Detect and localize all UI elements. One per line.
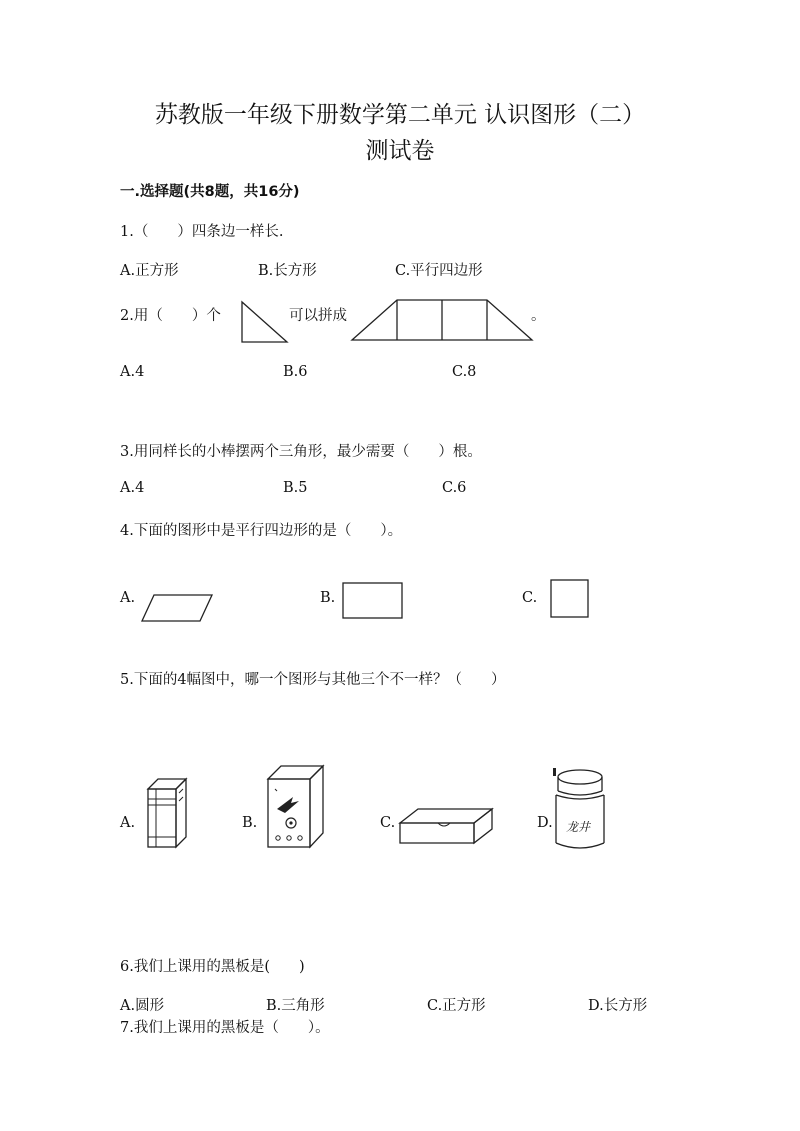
tea-jar-icon — [550, 765, 610, 853]
q6-option-d[interactable]: D.长方形 — [588, 998, 648, 1014]
q6-option-c[interactable]: C.正方形 — [427, 998, 486, 1014]
square-shape — [550, 579, 590, 619]
q5-option-a[interactable]: A. — [120, 815, 136, 831]
q5-option-d[interactable]: D. — [537, 815, 553, 831]
box-package-icon — [265, 763, 327, 851]
question-4: 4.下面的图形中是平行四边形的是（ ）。 — [120, 523, 403, 539]
jar-label: 龙井 — [566, 820, 591, 834]
q4-option-b[interactable]: B. — [320, 590, 336, 606]
question-2-part2: 可以拼成 — [289, 308, 347, 324]
page-title: 苏教版一年级下册数学第二单元 认识图形（二） — [154, 102, 646, 128]
q1-option-c[interactable]: C.平行四边形 — [395, 263, 483, 279]
section-heading: 一.选择题(共8题，共16分) — [120, 184, 300, 200]
q3-option-b[interactable]: B.5 — [283, 480, 308, 496]
parallelogram-shape — [140, 593, 215, 623]
right-triangle-figure — [240, 300, 290, 345]
q4-option-c[interactable]: C. — [522, 590, 538, 606]
q2-option-c[interactable]: C.8 — [452, 364, 477, 380]
q1-option-b[interactable]: B.长方形 — [258, 263, 317, 279]
q3-option-c[interactable]: C.6 — [442, 480, 467, 496]
q5-option-b[interactable]: B. — [242, 815, 258, 831]
q2-option-a[interactable]: A.4 — [120, 364, 145, 380]
question-7: 7.我们上课用的黑板是（ ）。 — [120, 1020, 330, 1036]
flat-box-icon — [398, 805, 494, 847]
page-subtitle: 测试卷 — [365, 138, 435, 164]
q3-option-a[interactable]: A.4 — [120, 480, 145, 496]
q5-option-c[interactable]: C. — [380, 815, 396, 831]
trapezoid-figure — [350, 298, 535, 343]
question-3: 3.用同样长的小棒摆两个三角形，最少需要（ ）根。 — [120, 444, 482, 460]
book-icon — [142, 775, 190, 850]
question-2-part1: 2.用（ ）个 — [120, 308, 221, 324]
q6-option-a[interactable]: A.圆形 — [120, 998, 165, 1014]
q6-option-b[interactable]: B.三角形 — [266, 998, 325, 1014]
q4-option-a[interactable]: A. — [120, 590, 136, 606]
q2-option-b[interactable]: B.6 — [283, 364, 308, 380]
question-5: 5.下面的4幅图中，哪一个图形与其他三个不一样？（ ） — [120, 672, 506, 688]
question-1: 1.（ ）四条边一样长. — [120, 224, 284, 240]
question-6: 6.我们上课用的黑板是( ) — [120, 959, 305, 975]
rectangle-shape — [342, 582, 404, 620]
q1-option-a[interactable]: A.正方形 — [120, 263, 179, 279]
question-2-part3: 。 — [531, 308, 546, 324]
